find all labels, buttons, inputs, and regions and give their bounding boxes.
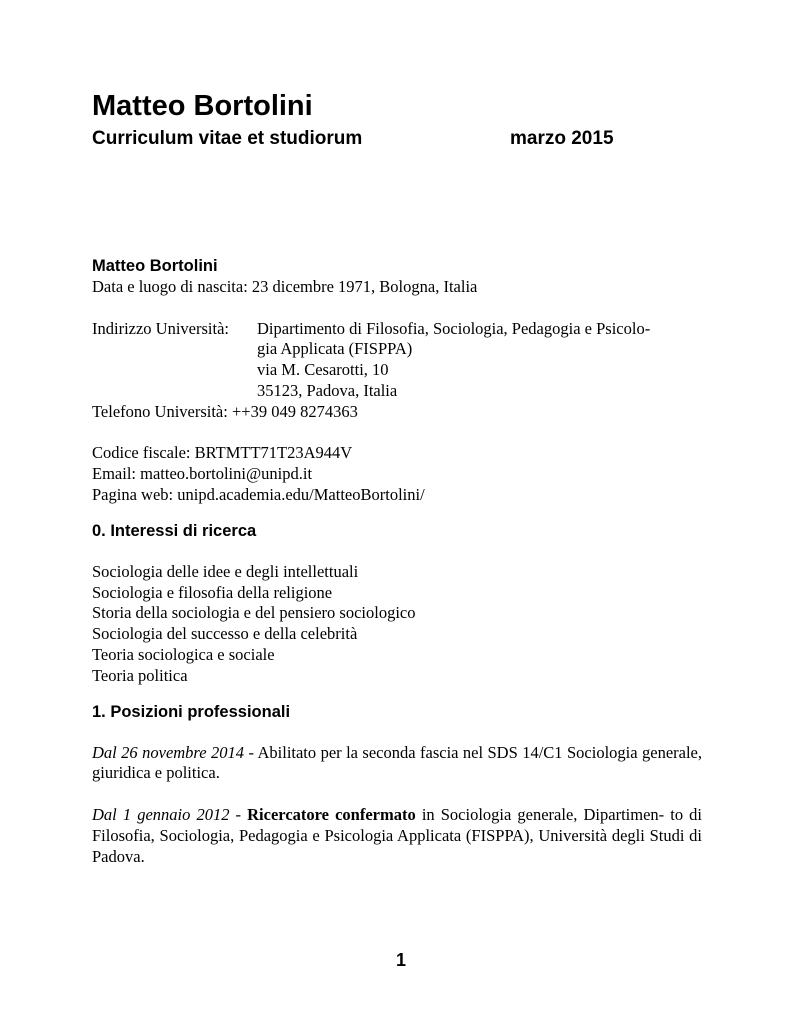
research-item: Sociologia del successo e della celebrità: [92, 624, 358, 644]
position-text: in Sociologia generale, Dipartimen- to di Filosofia, Sociologia, Pedagogia e Psicologia Applicata (FISPPA), Università degli Studi di Padova.: [92, 804, 702, 866]
research-item: Storia della sociologia e del pensiero sociologico: [92, 603, 416, 623]
section-heading-research: 0. Interessi di ricerca: [92, 521, 257, 540]
address-line: gia Applicata (FISPPA): [257, 339, 413, 359]
document-date: marzo 2015: [510, 128, 614, 149]
research-item: Teoria sociologica e sociale: [92, 644, 275, 664]
position-entry: [92, 743, 702, 785]
position-title: Ricercatore confermato: [247, 804, 416, 824]
address-label: Indirizzo Università:: [92, 318, 229, 338]
spacer: [92, 784, 702, 805]
document-subtitle: Curriculum vitae et studiorum: [92, 128, 363, 149]
position-date: Dal 1 gennaio 2012: [92, 804, 230, 824]
research-item: Sociologia delle idee e degli intellettuali: [92, 561, 359, 581]
address-line: via M. Cesarotti, 10: [257, 360, 389, 380]
position-date: Dal 26 novembre 2014: [92, 742, 245, 762]
tax-code: Codice fiscale: BRTMTT71T23A944V: [92, 443, 353, 463]
cv-content: [92, 255, 702, 867]
research-item: Teoria politica: [92, 665, 188, 685]
email-info: Email: matteo.bortolini@unipd.it: [92, 464, 313, 484]
spacer: [92, 423, 702, 444]
section-heading-positions: 1. Posizioni professionali: [92, 702, 291, 721]
research-item: Sociologia e filosofia della religione: [92, 582, 333, 602]
address-line: 35123, Padova, Italia: [257, 380, 398, 400]
phone-info: Telefono Università: ++39 049 8274363: [92, 401, 358, 421]
birth-info: Data e luogo di nascita: 23 dicembre 1971, Bologna, Italia: [92, 277, 478, 296]
address-lines: [257, 319, 702, 402]
university-address: [92, 319, 702, 402]
position-entry: [92, 805, 702, 867]
position-separator: -: [229, 804, 248, 824]
web-info: Pagina web: unipd.academia.edu/MatteoBortolini/: [92, 484, 425, 504]
page-number: 1: [396, 950, 407, 970]
position-text: Abilitato per la seconda fascia nel SDS 14/C1 Sociologia generale, giuridica e politica.: [92, 742, 703, 783]
personal-name: Matteo Bortolini: [92, 257, 218, 275]
position-separator: -: [244, 742, 258, 762]
address-line: Dipartimento di Filosofia, Sociologia, Pedagogia e Psicolo-: [257, 318, 651, 338]
document-title: Matteo Bortolini: [92, 90, 313, 122]
